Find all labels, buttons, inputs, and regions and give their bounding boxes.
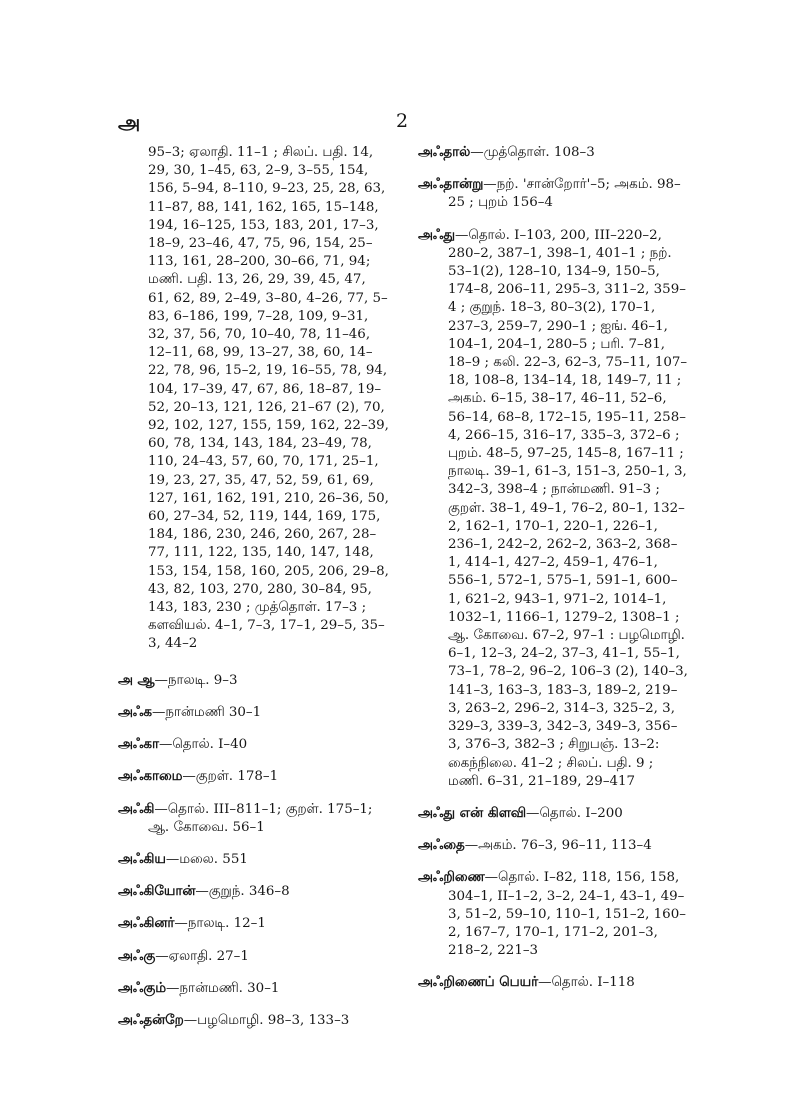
index-entry <box>118 980 390 998</box>
entry-headword: அஃது என் கிளவி <box>418 805 527 821</box>
index-entry <box>118 704 390 722</box>
index-entry <box>118 948 390 966</box>
entry-references: —தொல். I–103, 200, III–220–2, 280–2, 387–1, 398–1, 401–1 ; நற். 53–1(2), 128–10, 134–9, 150–5, 174–8, 206–11, 295–3, 311–2, 359–4 ; குறுந். 18–3, 80–3(2), 170–1, 237–3, 259–7, 290–1 ; ஐங். 46–1, 104–1, 204–1, 280–5 ; பரி. 7–81, 18–9 ; கலி. 22–3, 62–3, 75–11, 107–18, 108–8, 134–14, 18, 149–7, 11 ; அகம். 6–15, 38–17, 46–11, 52–6, 56–14, 68–8, 172–15, 195–11, 258–4, 266–15, 316–17, 335–3, 372–6 ; புறம். 48–5, 97–25, 145–8, 167–11 ; நாலடி. 39–1, 61–3, 151–3, 250–1, 3, 342–3, 398–4 ; நான்மணி. 91–3 ; குறள். 38–1, 49–1, 76–2, 80–1, 132–2, 162–1, 170–1, 220–1, 226–1, 236–1, 242–2, 262–2, 363–2, 368–1, 414–1, 427–2, 459–1, 476–1, 556–1, 572–1, 575–1, 591–1, 600–1, 621–2, 943–1, 971–2, 1014–1, 1032–1, 1166–1, 1279–2, 1308–1 ; ஆ. கோவை. 67–2, 97–1 : பழமொழி. 6–1, 12–3, 24–2, 37–3, 41–1, 55–1, 73–1, 78–2, 96–2, 106–3 (2), 140–3, 141–3, 163–3, 183–3, 189–2, 219–3, 263–2, 296–2, 314–3, 325–2, 3, 329–3, 339–3, 342–3, 349–3, 356–3, 376–3, 382–3 ; சிறுபஞ். 13–2: கைந்நிலை. 41–2 ; சிலப். பதி. 9 ; மணி. 6–31, 21–189, 29–417 <box>448 227 688 789</box>
entry-references: —தொல். I–82, 118, 156, 158, 304–1, II–1–2, 3–2, 24–1, 43–1, 49–3, 51–2, 59–10, 110–1, 151–2, 160–2, 167–7, 170–1, 171–2, 201–3, 218–2, 221–3 <box>448 870 686 959</box>
index-entry <box>418 869 690 960</box>
entry-references: —தொல். I–40 <box>158 737 248 753</box>
entry-references: —நாலடி. 9–3 <box>154 672 238 688</box>
entry-references: —நான்மணி. 30–1 <box>165 980 280 996</box>
index-entry <box>118 736 390 754</box>
entry-references: —குறுந். 346–8 <box>195 884 290 900</box>
index-entry <box>118 768 390 786</box>
entry-headword: அஃகினர் <box>118 916 175 932</box>
entry-headword: அஃக <box>118 704 152 720</box>
index-entry <box>418 227 690 791</box>
entry-headword: அஃகு <box>118 948 156 964</box>
running-head: அ <box>118 110 141 134</box>
entry-references: —தொல். I–200 <box>526 805 623 821</box>
entry-headword: அஃது <box>418 227 455 243</box>
index-entry <box>118 1012 390 1030</box>
entry-references: —குறள். 178–1 <box>182 769 279 785</box>
entry-headword: அ ஆ <box>118 672 155 688</box>
index-entry <box>118 672 390 690</box>
entry-references: —பழமொழி. 98–3, 133–3 <box>183 1012 350 1028</box>
index-entry <box>418 805 690 823</box>
entry-references: —ஏலாதி. 27–1 <box>155 948 249 964</box>
page-number: 2 <box>396 110 409 132</box>
entry-references: —நான்மணி 30–1 <box>151 704 262 720</box>
entry-headword: அஃதன்றே <box>118 1012 184 1028</box>
entry-references: 95–3; ஏலாதி. 11–1 ; சிலப். பதி. 14, 29, 30, 1–45, 63, 2–9, 3–55, 154, 156, 5–94, 8–110, 9–23, 25, 28, 63, 11–87, 88, 141, 162, 165, 15–148, 194, 16–125, 153, 183, 201, 17–3, 18–9, 23–46, 47, 75, 96, 154, 25–113, 161, 28–200, 30–66, 71, 94; மணி. பதி. 13, 26, 29, 39, 45, 47, 61, 62, 89, 2–49, 3–80, 4–26, 77, 5–83, 6–186, 199, 7–28, 109, 9–31, 32, 37, 56, 70, 10–40, 78, 11–46, 12–11, 68, 99, 13–27, 38, 60, 14–22, 78, 96, 15–2, 19, 16–55, 78, 94, 104, 17–39, 47, 67, 86, 18–87, 19–52, 20–13, 121, 126, 21–67 (2), 70, 92, 102, 127, 155, 159, 162, 22–39, 60, 78, 134, 143, 184, 23–49, 78, 110, 24–43, 57, 60, 70, 171, 25–1, 19, 23, 27, 35, 47, 52, 59, 61, 69, 127, 161, 162, 191, 210, 26–36, 50, 60, 27–34, 52, 119, 144, 169, 175, 184, 186, 230, 246, 260, 267, 28–77, 111, 122, 135, 140, 147, 148, 153, 154, 158, 160, 205, 206, 29–8, 43, 82, 103, 270, 280, 30–84, 95, 143, 183, 230 ; முத்தொள். 17–3 ; களவியல். 4–1, 7–3, 17–1, 29–5, 35–3, 44–2 <box>148 145 389 652</box>
index-entry <box>418 176 690 212</box>
entry-references: —முத்தொள். 108–3 <box>470 145 595 160</box>
entry-headword: அஃதான்று <box>418 177 484 193</box>
index-entry <box>418 837 690 855</box>
index-entry <box>118 851 390 869</box>
entry-headword: அஃகாமை <box>118 769 183 785</box>
entry-headword: அஃகிய <box>118 851 166 867</box>
entry-headword: அஃகியோன் <box>118 884 196 900</box>
entry-references: —தொல். III–811–1; குறள். 175–1; ஆ. கோவை. 56–1 <box>148 801 373 835</box>
index-entry <box>418 974 690 992</box>
entry-headword: அஃறிணைப் பெயர் <box>418 975 539 991</box>
entry-references: —அகம். 76–3, 96–11, 113–4 <box>464 838 652 854</box>
index-column-right <box>418 144 690 1007</box>
entry-headword: அஃகா <box>118 737 159 753</box>
index-entry <box>118 915 390 933</box>
index-entry <box>118 801 390 837</box>
entry-references: —மலை. 551 <box>165 851 248 867</box>
index-column-left <box>118 144 390 1044</box>
index-entry <box>418 144 690 162</box>
entry-references: —நற். 'சான்றோர்'–5; அகம். 98–25 ; புறம் 156–4 <box>448 177 681 211</box>
index-entry-continuation <box>118 144 390 654</box>
index-entry <box>118 883 390 901</box>
entry-headword: அஃகும் <box>118 980 166 996</box>
entry-headword: அஃகி <box>118 801 155 817</box>
entry-references: —தொல். I–118 <box>538 975 635 991</box>
entry-headword: அஃதால் <box>418 145 471 160</box>
entry-headword: அஃதை <box>418 838 465 854</box>
entry-references: —நாலடி. 12–1 <box>174 916 266 932</box>
entry-headword: அஃறிணை <box>418 870 485 886</box>
